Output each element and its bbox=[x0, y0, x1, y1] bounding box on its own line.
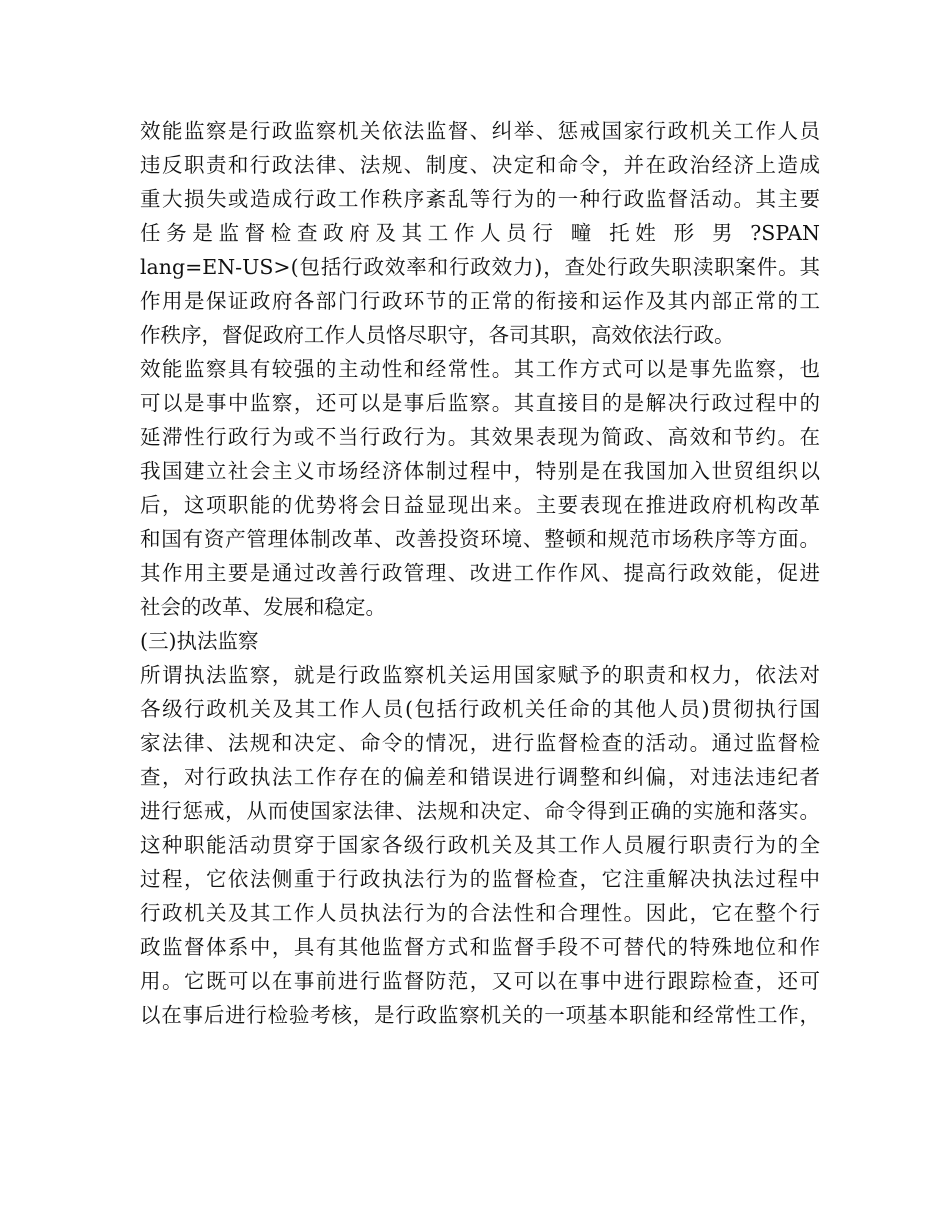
text-line: 后，这项职能的优势将会日益显现出来。主要表现在推进政府机构改革 bbox=[140, 493, 820, 517]
text-line: 行政机关及其工作人员执法行为的合法性和合理性。因此，它在整个行 bbox=[140, 901, 820, 925]
text-line: 进行惩戒，从而使国家法律、法规和决定、命令得到正确的实施和落实。 bbox=[140, 799, 820, 823]
text-line: 我国建立社会主义市场经济体制过程中，特别是在我国加入世贸组织以 bbox=[140, 459, 820, 483]
text-line: 重大损失或造成行政工作秩序紊乱等行为的一种行政监督活动。其主要 bbox=[140, 187, 820, 211]
text-line: 这种职能活动贯穿于国家各级行政机关及其工作人员履行职责行为的全 bbox=[140, 833, 820, 857]
text-line: 家法律、法规和决定、命令的情况，进行监督检查的活动。通过监督检 bbox=[140, 731, 820, 755]
text-line: 任务是监督检查政府及其工作人员行 疃 托姓 形 男 ?SPAN bbox=[140, 221, 820, 245]
section-heading: (三)执法监察 bbox=[140, 629, 259, 653]
text-line: 延滞性行政行为或不当行政行为。其效果表现为简政、高效和节约。在 bbox=[140, 425, 820, 449]
text-line: 和国有资产管理体制改革、改善投资环境、整顿和规范市场秩序等方面。 bbox=[140, 527, 820, 551]
text-line: 作秩序，督促政府工作人员恪尽职守，各司其职，高效依法行政。 bbox=[140, 323, 735, 347]
text-line: 以在事后进行检验考核，是行政监察机关的一项基本职能和经常性工作， bbox=[140, 1003, 820, 1027]
text-line: 用。它既可以在事前进行监督防范，又可以在事中进行跟踪检查，还可 bbox=[140, 969, 820, 993]
text-line: 效能监察是行政监察机关依法监督、纠举、惩戒国家行政机关工作人员 bbox=[140, 119, 820, 143]
text-line: 社会的改革、发展和稳定。 bbox=[140, 595, 386, 619]
text-line: 各级行政机关及其工作人员(包括行政机关任命的其他人员)贯彻执行国 bbox=[140, 697, 820, 721]
text-line: 其作用主要是通过改善行政管理、改进工作作风、提高行政效能，促进 bbox=[140, 561, 820, 585]
text-line: 作用是保证政府各部门行政环节的正常的衔接和运作及其内部正常的工 bbox=[140, 289, 820, 313]
text-line: lang=EN-US>(包括行政效率和行政效力)，查处行政失职渎职案件。其 bbox=[140, 255, 820, 279]
text-line: 所谓执法监察，就是行政监察机关运用国家赋予的职责和权力，依法对 bbox=[140, 663, 820, 687]
text-line: 查，对行政执法工作存在的偏差和错误进行调整和纠偏，对违法违纪者 bbox=[140, 765, 820, 789]
text-line: 违反职责和行政法律、法规、制度、决定和命令，并在政治经济上造成 bbox=[140, 153, 820, 177]
text-line: 政监督体系中，具有其他监督方式和监督手段不可替代的特殊地位和作 bbox=[140, 935, 820, 959]
text-line: 效能监察具有较强的主动性和经常性。其工作方式可以是事先监察，也 bbox=[140, 357, 820, 381]
text-line: 过程，它依法侧重于行政执法行为的监督检查，它注重解决执法过程中 bbox=[140, 867, 820, 891]
text-line: 可以是事中监察，还可以是事后监察。其直接目的是解决行政过程中的 bbox=[140, 391, 820, 415]
